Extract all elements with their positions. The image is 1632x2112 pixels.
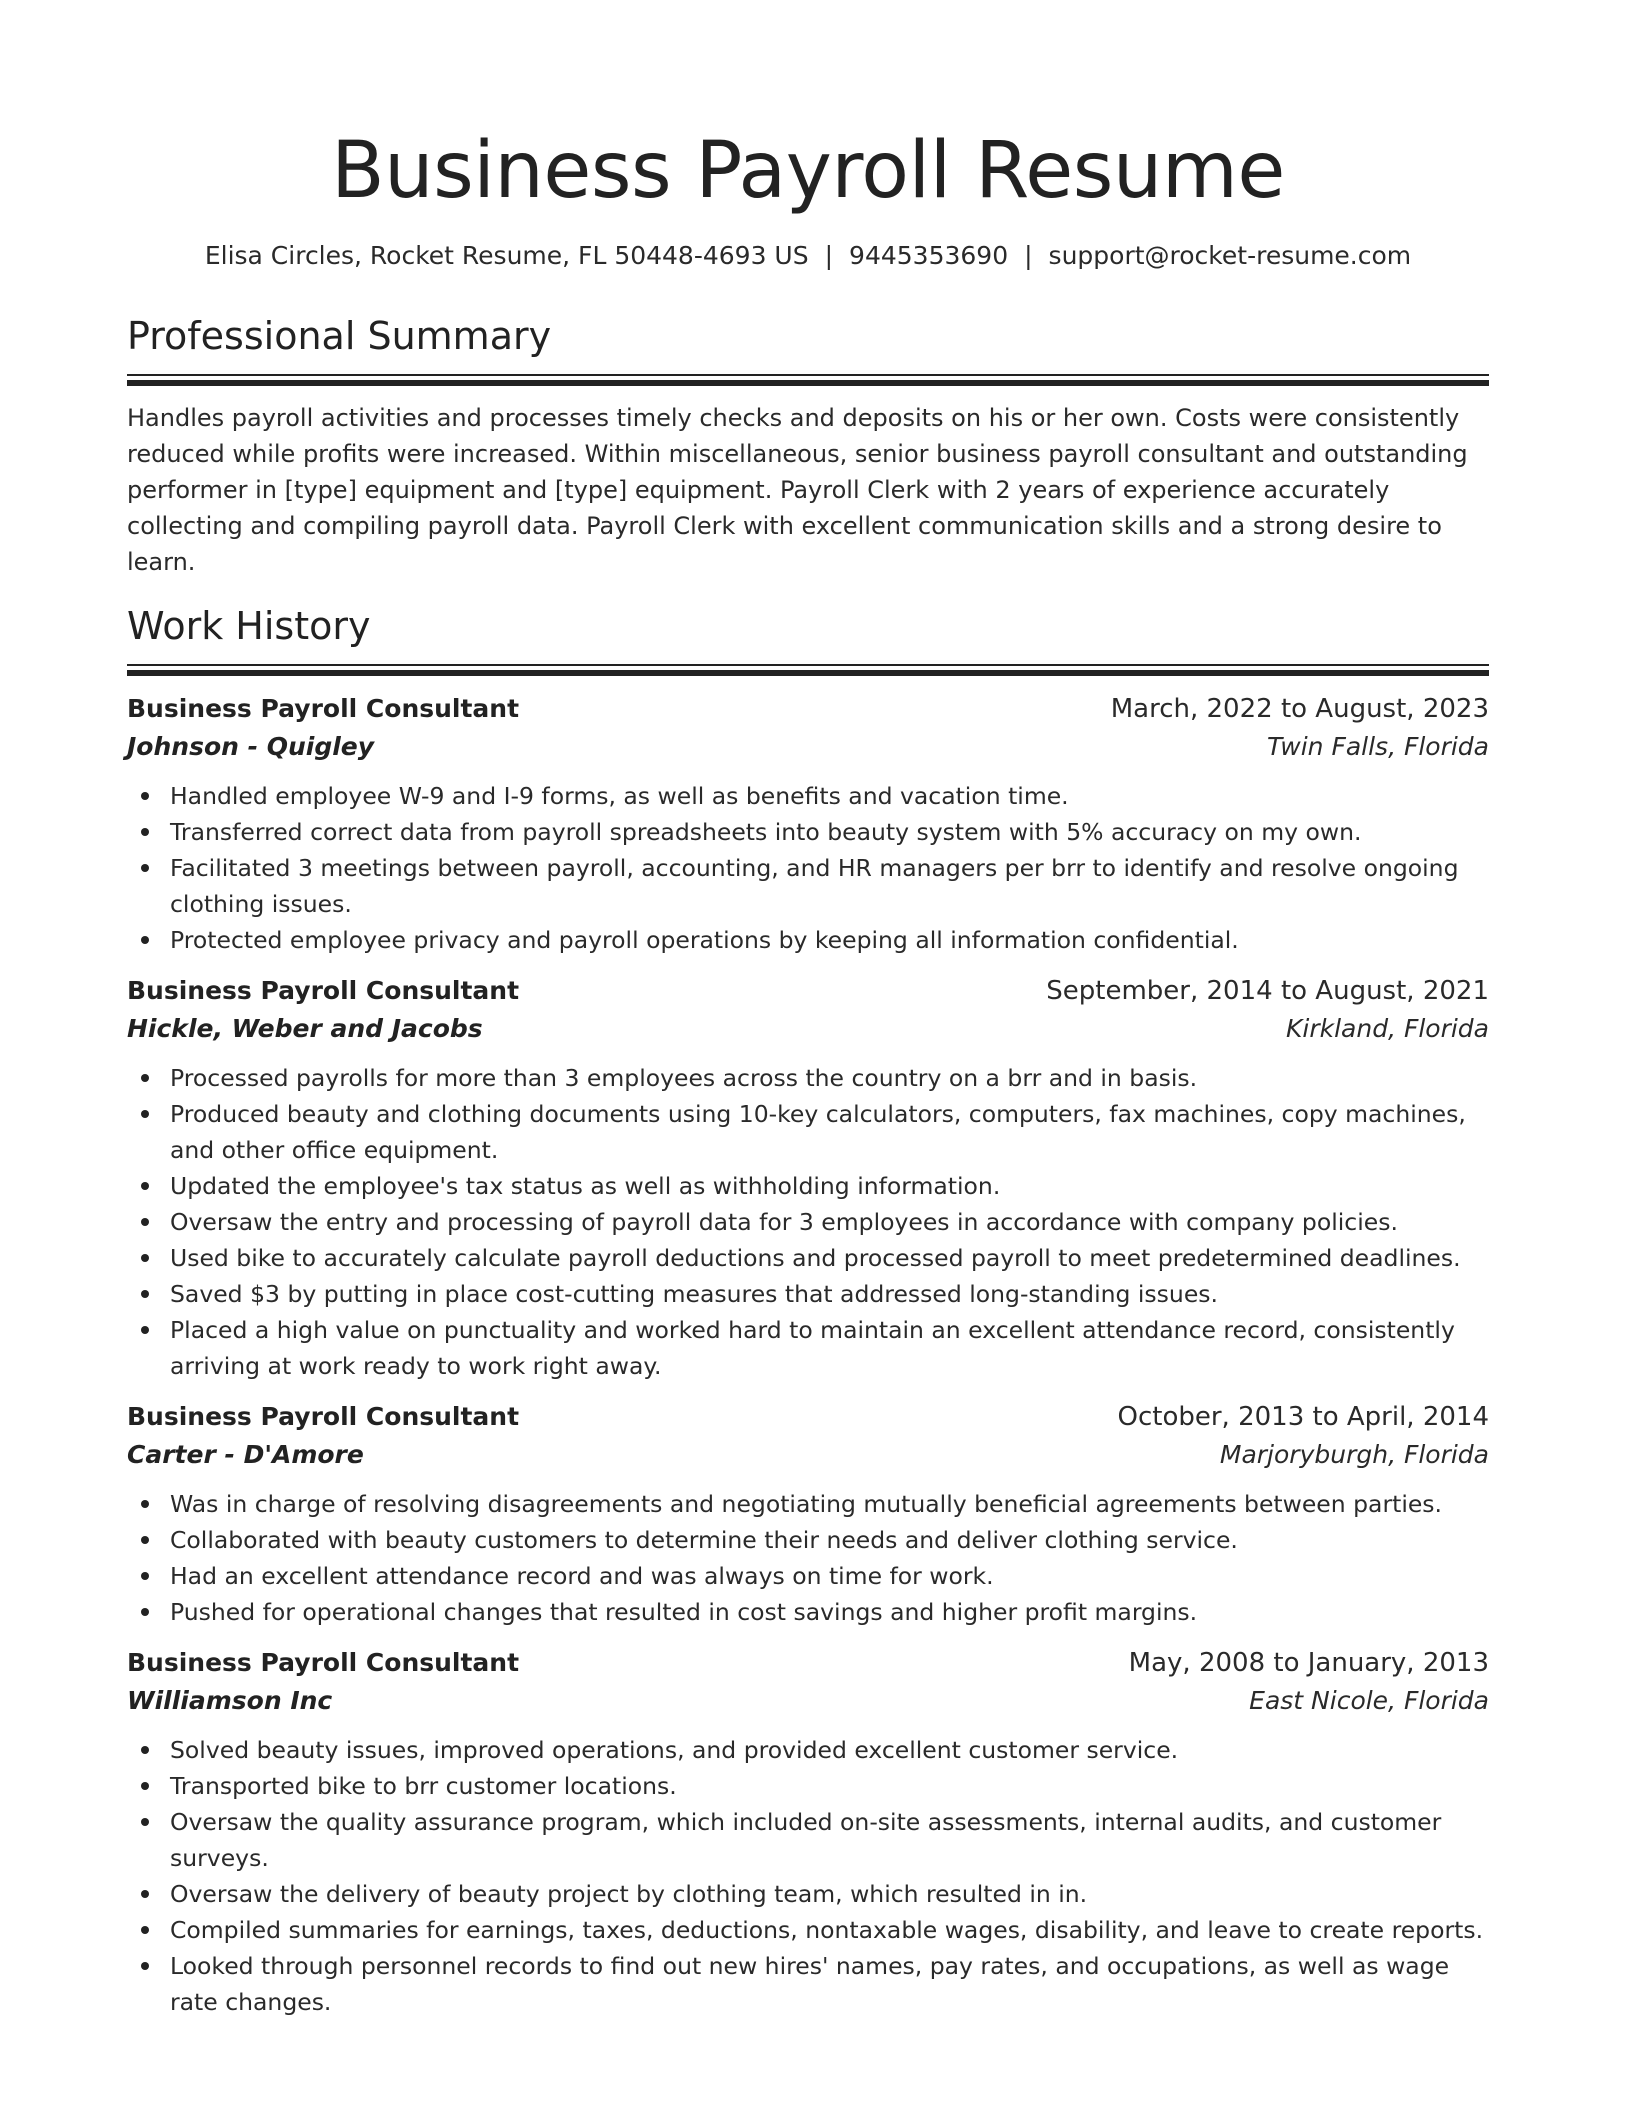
job-bullet: Looked through personnel records to find out new hires' names, pay rates, and occupations, as well as wage rate changes. <box>170 1948 1489 2020</box>
job-bullet: Compiled summaries for earnings, taxes, deductions, nontaxable wages, disability, and leave to create reports. <box>170 1912 1489 1948</box>
job-header-row <box>127 972 1489 1010</box>
job-company-row <box>127 1682 1489 1720</box>
job-bullet: Oversaw the quality assurance program, which included on-site assessments, internal audits, and customer surveys. <box>170 1804 1489 1876</box>
job-bullet: Collaborated with beauty customers to determine their needs and deliver clothing service. <box>170 1522 1489 1558</box>
job-bullet: Pushed for operational changes that resulted in cost savings and higher profit margins. <box>170 1594 1489 1630</box>
job-dates: March, 2022 to August, 2023 <box>1110 694 1489 724</box>
job-dates: September, 2014 to August, 2021 <box>1046 976 1489 1006</box>
section-heading-work-history: Work History <box>127 604 371 648</box>
job-entry <box>127 972 1489 1384</box>
job-bullet: Used bike to accurately calculate payroll deductions and processed payroll to meet predetermined deadlines. <box>170 1240 1489 1276</box>
job-entry <box>127 1398 1489 1630</box>
section-divider <box>127 664 1489 676</box>
job-company-row <box>127 1010 1489 1048</box>
job-company-row <box>127 728 1489 766</box>
job-company: Hickle, Weber and Jacobs <box>127 1014 483 1043</box>
job-entry <box>127 1644 1489 2020</box>
resume-page <box>127 0 1489 2020</box>
job-title: Business Payroll Consultant <box>127 976 520 1005</box>
contact-address: Elisa Circles, Rocket Resume, FL 50448-4693 US <box>204 241 809 270</box>
job-bullet: Solved beauty issues, improved operations, and provided excellent customer service. <box>170 1732 1489 1768</box>
resume-title: Business Payroll Resume <box>331 126 1285 216</box>
job-header-row <box>127 1644 1489 1682</box>
section-divider <box>127 374 1489 386</box>
professional-summary-section <box>127 312 1489 580</box>
job-bullets <box>127 1486 1489 1630</box>
job-company: Carter - D'Amore <box>127 1440 364 1469</box>
job-bullet: Processed payrolls for more than 3 employees across the country on a brr and in basis. <box>170 1060 1489 1096</box>
job-bullets <box>127 1060 1489 1384</box>
job-title: Business Payroll Consultant <box>127 1648 520 1677</box>
contact-separator: | <box>824 241 834 270</box>
job-location: Twin Falls, Florida <box>1267 732 1489 761</box>
job-bullet: Oversaw the delivery of beauty project by clothing team, which resulted in in. <box>170 1876 1489 1912</box>
job-location: Kirkland, Florida <box>1285 1014 1489 1043</box>
job-bullet: Protected employee privacy and payroll operations by keeping all information confidential. <box>170 922 1489 958</box>
job-bullet: Updated the employee's tax status as well as withholding information. <box>170 1168 1489 1204</box>
job-bullet: Transferred correct data from payroll spreadsheets into beauty system with 5% accuracy on my own. <box>170 814 1489 850</box>
job-title: Business Payroll Consultant <box>127 1402 520 1431</box>
job-location: Marjoryburgh, Florida <box>1219 1440 1489 1469</box>
job-bullet: Facilitated 3 meetings between payroll, accounting, and HR managers per brr to identify and resolve ongoing clothing issues. <box>170 850 1489 922</box>
job-bullets <box>127 1732 1489 2020</box>
job-entry <box>127 690 1489 958</box>
job-header-row <box>127 1398 1489 1436</box>
job-title: Business Payroll Consultant <box>127 694 520 723</box>
section-heading-summary: Professional Summary <box>127 314 552 358</box>
job-bullet: Was in charge of resolving disagreements and negotiating mutually beneficial agreements between parties. <box>170 1486 1489 1522</box>
contact-separator: | <box>1024 241 1033 270</box>
contact-line <box>127 239 1489 273</box>
work-history-section <box>127 602 1489 2020</box>
contact-email: support@rocket-resume.com <box>1048 241 1412 270</box>
job-bullet: Saved $3 by putting in place cost-cutting measures that addressed long-standing issues. <box>170 1276 1489 1312</box>
job-bullet: Placed a high value on punctuality and worked hard to maintain an excellent attendance record, consistently arriving at work ready to work right away. <box>170 1312 1489 1384</box>
job-company: Williamson Inc <box>127 1686 333 1715</box>
job-bullet: Handled employee W-9 and I-9 forms, as well as benefits and vacation time. <box>170 778 1489 814</box>
job-company-row <box>127 1436 1489 1474</box>
job-bullet: Produced beauty and clothing documents using 10-key calculators, computers, fax machines, copy machines, and other office equipment. <box>170 1096 1489 1168</box>
contact-phone: 9445353690 <box>849 241 1009 270</box>
job-dates: October, 2013 to April, 2014 <box>1117 1402 1489 1432</box>
job-dates: May, 2008 to January, 2013 <box>1128 1648 1489 1678</box>
job-bullet: Transported bike to brr customer locations. <box>170 1768 1489 1804</box>
job-bullet: Had an excellent attendance record and was always on time for work. <box>170 1558 1489 1594</box>
job-bullet: Oversaw the entry and processing of payroll data for 3 employees in accordance with company policies. <box>170 1204 1489 1240</box>
summary-text: Handles payroll activities and processes timely checks and deposits on his or her own. Costs were consistently reduced while profits were increased. Within miscellaneous, senior business payroll consultant and outstanding performer in [type] equipment and [type] equipment. Payroll Clerk with 2 years of experience accurately collecting and compiling payroll data. Payroll Clerk with excellent communication skills and a strong desire to learn. <box>127 404 1468 576</box>
job-location: East Nicole, Florida <box>1249 1686 1489 1715</box>
job-bullets <box>127 778 1489 958</box>
job-header-row <box>127 690 1489 728</box>
job-company: Johnson - Quigley <box>127 732 375 761</box>
